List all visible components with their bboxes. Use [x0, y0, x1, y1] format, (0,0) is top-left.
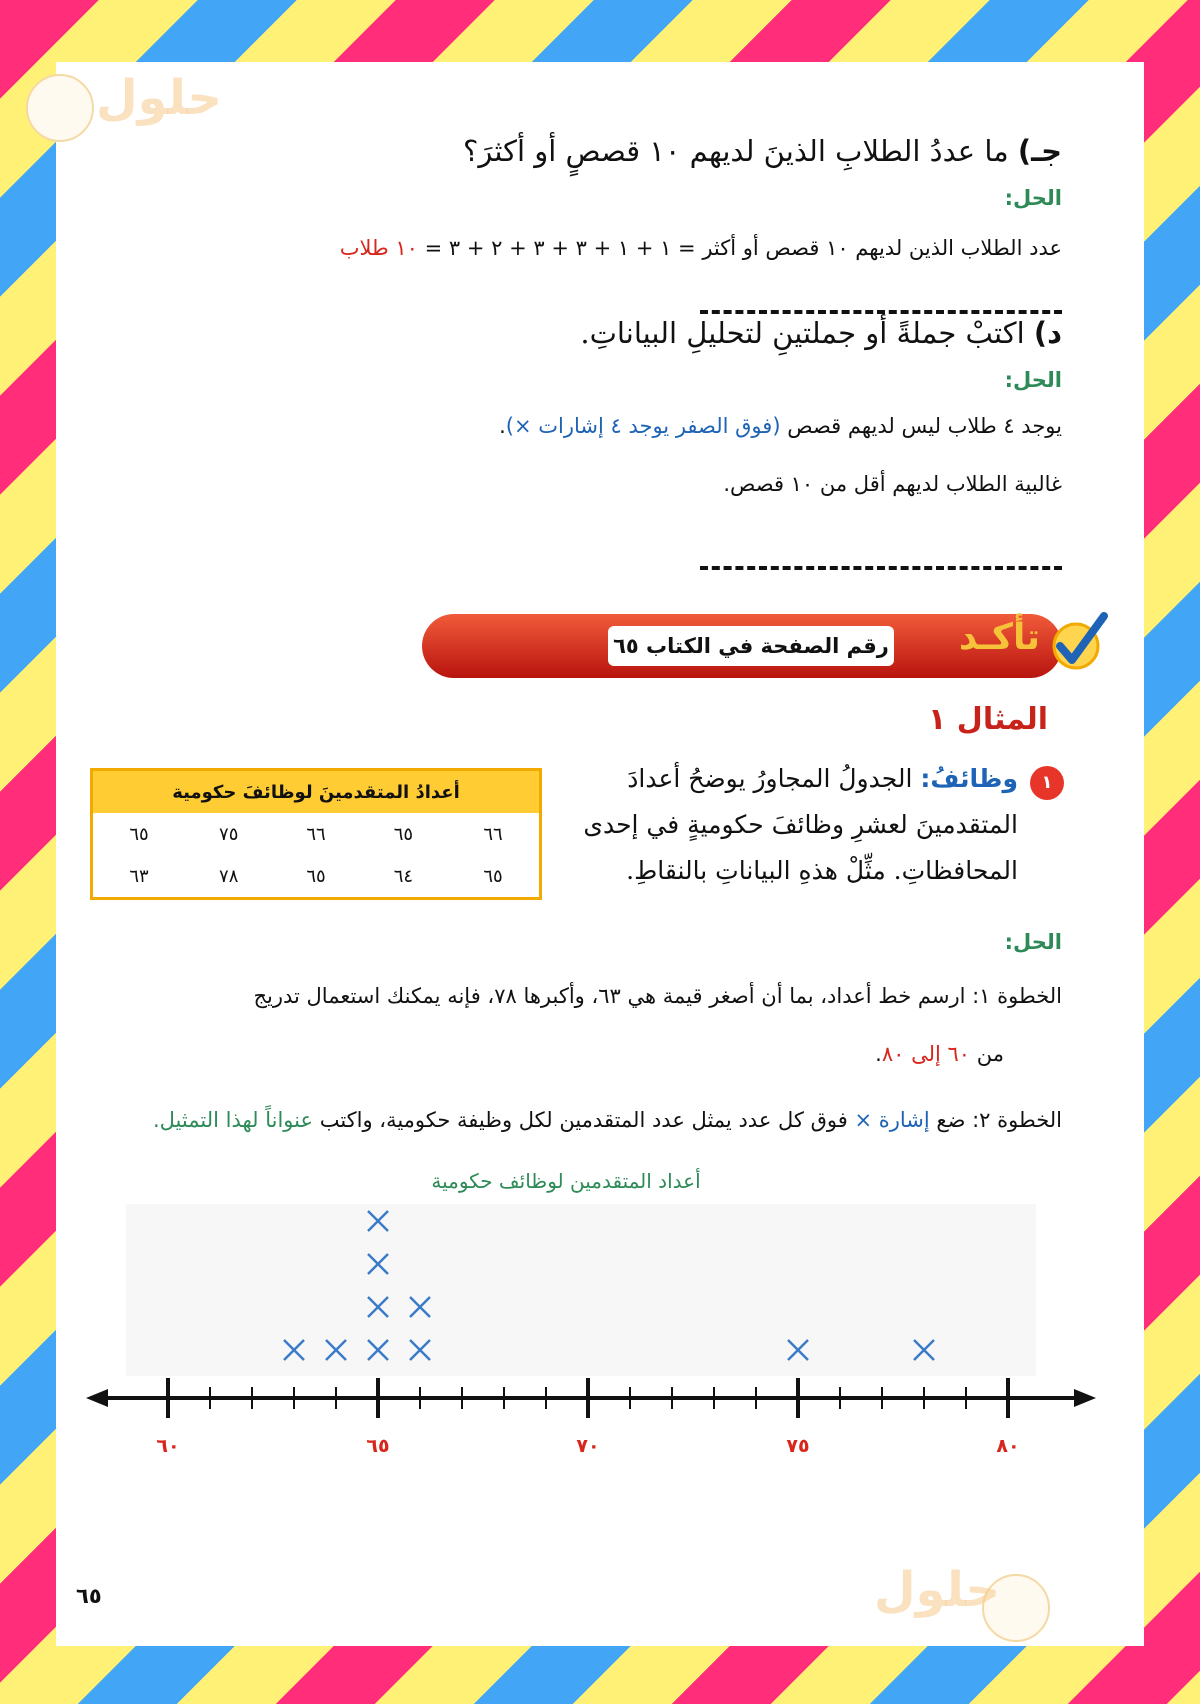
applicants-table — [90, 768, 542, 900]
page-number: ٦٥ — [76, 1584, 102, 1608]
problem-text — [548, 756, 1018, 894]
step1-range: ٦٠ إلى ٨٠ — [881, 1042, 971, 1066]
problem-number-badge: ١ — [1030, 766, 1064, 800]
table-title: أعدادُ المتقدمينَ لوظائفَ حكومية — [92, 770, 541, 814]
answer-c — [340, 236, 1062, 260]
axis-arrow-left-icon — [86, 1389, 108, 1407]
tick-label: ٨٠ — [996, 1435, 1020, 1457]
chart-title: أعداد المتقدمين لوظائف حكومية — [431, 1169, 701, 1193]
answer-d-line1-end: . — [499, 414, 506, 438]
solution-label-d: الحل: — [1004, 368, 1062, 392]
table-cell: ٧٨ — [185, 855, 272, 899]
step2 — [153, 1108, 1062, 1132]
tick-label: ٧٠ — [576, 1435, 600, 1457]
answer-d-line1 — [499, 414, 1062, 438]
axis-arrow-right-icon — [1074, 1389, 1096, 1407]
checkmark-icon — [1046, 610, 1110, 674]
question-d-letter: د) — [1033, 316, 1062, 350]
step1-from: من — [976, 1042, 1004, 1066]
banner-page-ref: رقم الصفحة في الكتاب ٦٥ — [608, 626, 894, 666]
tick-label: ٦٠ — [156, 1435, 180, 1457]
question-d-text: اكتبْ جملةً أو جملتينِ لتحليلِ البياناتِ. — [580, 316, 1025, 350]
answer-c-result: ١٠ طلاب — [339, 236, 418, 260]
tick-label: ٧٥ — [786, 1435, 810, 1457]
answer-d-line2: غالبية الطلاب لديهم أقل من ١٠ قصص. — [723, 472, 1062, 496]
dashed-divider — [700, 310, 1062, 314]
plot-background — [126, 1204, 1036, 1376]
banner-title: تأكـد — [958, 617, 1040, 658]
table-cell: ٦٥ — [92, 813, 186, 855]
solution-label-c: الحل: — [1004, 186, 1062, 210]
table-cell: ٦٥ — [447, 855, 540, 899]
step2-mark: إشارة × — [854, 1108, 930, 1132]
step2-start: الخطوة ٢: ضع — [936, 1108, 1062, 1132]
question-d — [580, 316, 1062, 350]
watermark-text: حلول — [96, 70, 222, 126]
question-c-text: ما عددُ الطلابِ الذينَ لديهم ١٠ قصصٍ أو أكثرَ؟ — [463, 134, 1009, 168]
step1-end: . — [875, 1042, 882, 1066]
table-cell: ٦٤ — [360, 855, 447, 899]
step2-title-note: عنواناً لهذا التمثيل. — [152, 1108, 314, 1132]
table-row — [92, 855, 541, 899]
table-cell: ٧٥ — [185, 813, 272, 855]
watermark-logo-icon — [26, 74, 94, 142]
table-cell: ٦٣ — [92, 855, 186, 899]
problem-keyword: وظائفُ: — [920, 764, 1018, 793]
page — [56, 62, 1144, 1646]
step2-middle: فوق كل عدد يمثل عدد المتقدمين لكل وظيفة حكومية، واكتب — [319, 1108, 848, 1132]
example-heading: المثال ١ — [928, 702, 1048, 737]
answer-d-line1-text: يوجد ٤ طلاب ليس لديهم قصص — [787, 414, 1062, 438]
watermark-text: حلول — [874, 1562, 1000, 1618]
table-cell: ٦٦ — [272, 813, 359, 855]
answer-c-expression: عدد الطلاب الذين لديهم ١٠ قصص أو أكثر = ١ + ١ + ٣ + ٣ + ٢ + ٣ = — [424, 236, 1062, 260]
table-cell: ٦٥ — [360, 813, 447, 855]
tick-label: ٦٥ — [366, 1435, 390, 1457]
table-cell: ٦٥ — [272, 855, 359, 899]
table-cell: ٦٦ — [447, 813, 540, 855]
problem-description: الجدولُ المجاورُ يوضحُ أعدادَ المتقدمينَ لعشرِ وظائفَ حكوميةٍ في إحدى المحافظاتِ. مثِّلْ هذهِ البياناتِ بالنقاطِ. — [583, 764, 1018, 885]
step1-line1: الخطوة ١: ارسم خط أعداد، بما أن أصغر قيمة هي ٦٣، وأكبرها ٧٨، فإنه يمكنك استعمال تدريج — [253, 984, 1062, 1008]
question-c-letter: جـ) — [1017, 134, 1062, 168]
dashed-divider — [700, 566, 1062, 570]
table-row — [92, 813, 541, 855]
answer-d-note: (فوق الصفر يوجد ٤ إشارات ×) — [505, 414, 781, 438]
line-plot-chart — [86, 1166, 1126, 1586]
question-c — [463, 134, 1062, 168]
step1-line2 — [875, 1042, 1004, 1066]
solution-label: الحل: — [1004, 930, 1062, 954]
